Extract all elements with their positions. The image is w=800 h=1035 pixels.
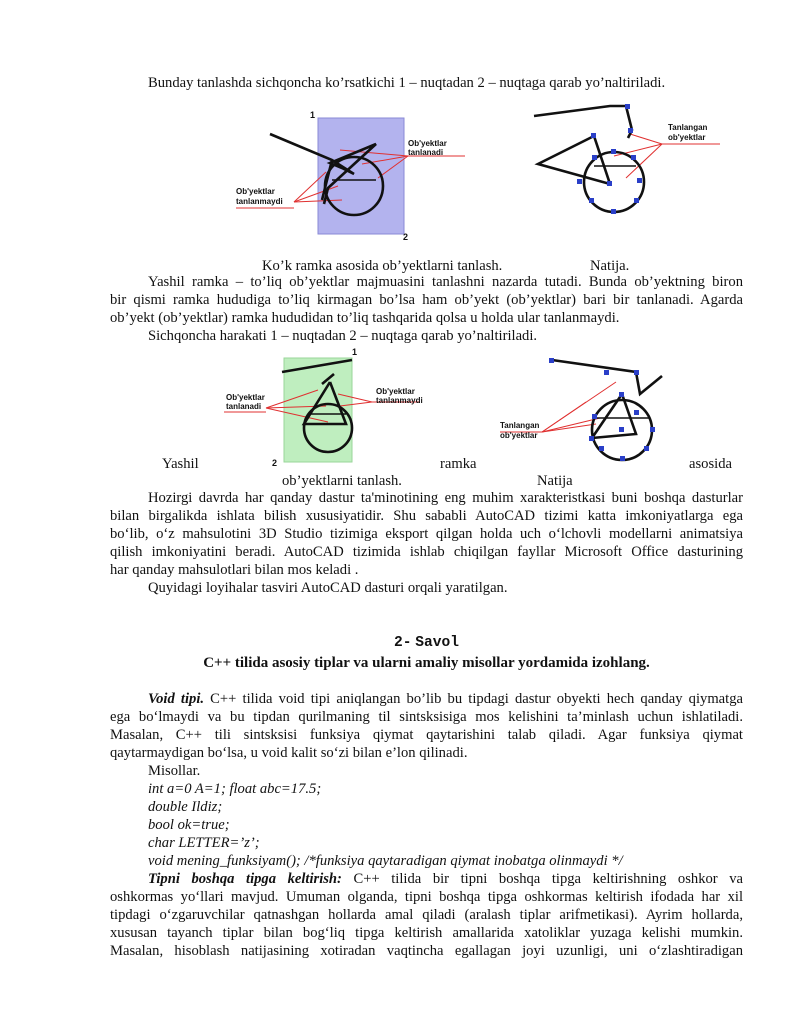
cast-paragraph-line-4: xususan tayanch tiplar bilan bog‘liq tipga keltirish amallarida xatoliklar yuzaga kelishi mumkin. xyxy=(110,925,743,941)
label-tanlanmaydi-1: Ob'yektlar xyxy=(236,187,275,196)
point-1-label-g: 1 xyxy=(352,347,358,357)
caption-green-window: ob’yektlarni tanlash. xyxy=(282,473,402,489)
point-2-label: 2 xyxy=(403,232,409,242)
label-tanlanadi-g1: Ob'yektlar xyxy=(226,393,265,402)
paragraph-2-line-1: Yashil ramka – to’liq ob’yektlar majmuasini tanlashni nazarda tutadi. Bunda ob’yektning biron xyxy=(148,274,743,290)
paragraph-3-line-3: bo‘lib, o‘z mahsulotini 3D Studio tizimiga eksport qilgan holda uch o‘lchovli modellarni animatsiya xyxy=(110,526,743,542)
caption-result-2: Natija xyxy=(537,473,573,489)
label-tanlangan-1: Tanlangan xyxy=(668,123,708,132)
question-title: C++ tilida asosiy tiplar va ularni amaliy misollar yordamida izohlang. xyxy=(203,655,650,671)
label-tanlanadi-2: tanlanadi xyxy=(408,148,444,157)
label-tanlanmaydi-g2: tanlanmaydi xyxy=(376,396,423,405)
label-tanlanmaydi-g1: Ob'yektlar xyxy=(376,387,415,396)
code-line-4: char LETTER=’z’; xyxy=(148,835,260,851)
code-line-3: bool ok=true; xyxy=(148,817,230,833)
label-tanlanmaydi-2: tanlanmaydi xyxy=(236,197,283,206)
void-paragraph-line-2: ega bo‘lmaydi va bu tipdan qurilmaning til sintsksisiga mos kelishini ta’minlash uchun ishlatiladi. xyxy=(110,709,743,725)
caption-yashil: Yashil xyxy=(162,456,199,472)
figure-result-2 xyxy=(496,350,696,470)
cast-paragraph-line-5: Masalan, hisoblash natijasining xotiradan vaqtincha egallagan joyi uzunligi, uni o‘zlashtiradigan xyxy=(110,943,743,959)
examples-label: Misollar. xyxy=(148,763,201,779)
void-paragraph-line-1: Void tipi. C++ tilida void tipi aniqlangan bo’lib bu tipdagi dastur obyekti hech qanday qiymatga xyxy=(148,691,743,707)
cast-lead: Tipni boshqa tipga keltirish: xyxy=(148,871,342,887)
code-line-1: int a=0 A=1; float abc=17.5; xyxy=(148,781,322,797)
paragraph-2-line-3: ob’yekt (ob’yektlar) ramka hududidan to’liq tashqarida qolsa u holda ular tanlanmaydi. xyxy=(110,310,620,326)
paragraph-3-line-2: bilan birgalikda ishlata bilish xususiyatidir. Shu sababli AutoCAD tizimi katta imkoniyatlarga ega xyxy=(110,508,743,524)
blue-selection-frame xyxy=(318,118,404,234)
figure-blue-window xyxy=(230,108,470,248)
paragraph-4: Quyidagi loyihalar tasviri AutoCAD dasturi orqali yaratilgan. xyxy=(148,580,508,596)
cast-paragraph-line-2: oshkormas yo‘llari mavjud. Umuman olganda, tipni boshqa tipga oshkormas keltirish ifodada har xil xyxy=(110,889,743,905)
question-number: 2- xyxy=(394,635,412,651)
figure-green-window xyxy=(222,344,422,470)
caption-asosida: asosida xyxy=(689,456,732,472)
paragraph-3-line-1: Hozirgi davrda har qanday dastur ta'minotining eng muhim xarakteristkasi buni boshqa dasturlar xyxy=(148,490,743,506)
caption-result-1: Natija. xyxy=(590,258,630,274)
point-1-label: 1 xyxy=(310,110,316,120)
void-paragraph-line-3: Masalan, C++ tili sintsksisi funksiya qiymat qaytarishini talab qiladi. Agar funksiya qiymat xyxy=(110,727,743,743)
question-heading xyxy=(110,633,743,652)
question-word: Savol xyxy=(415,635,459,651)
intro-line: Bunday tanlashda sichqoncha ko’rsatkichi 1 – nuqtadan 2 – nuqtaga qarab yo’naltiriladi. xyxy=(148,75,666,91)
cast-paragraph-line-1: Tipni boshqa tipga keltirish: C++ tilida bir tipni boshqa tipga keltirishning oshkor va xyxy=(148,871,743,887)
paragraph-2-line-2: bir qismi ramka hududiga to’liq kirmagan bo’lsa ham ob’yekt (ob’yektlar) bari bir tanlanadi. Agarda xyxy=(110,292,743,308)
cast-paragraph-line-3: tipdagi o‘zgaruvchilar qatnashgan hollarda amal qiladi (aralash tiplar arifmetikasi). Ayrim hollarda, xyxy=(110,907,743,923)
paragraph-3-line-4: qilish imkoniyatini beradi. AutoCAD tizimida ishlab chiqilgan fayllar Microsoft Office dasturining xyxy=(110,544,743,560)
void-lead: Void tipi. xyxy=(148,691,205,707)
code-line-5: void mening_funksiyam(); /*funksiya qaytaradigan qiymat inobatga olinmaydi */ xyxy=(148,853,623,869)
label-tanlangan-r2: ob'yektlar xyxy=(500,431,538,440)
caption-ramka: ramka xyxy=(440,456,477,472)
paragraph-3-line-5: har qanday mahsulotlari bilan mos keladi . xyxy=(110,562,359,578)
label-tanlangan-r1: Tanlangan xyxy=(500,421,540,430)
label-tanlangan-2: ob'yektlar xyxy=(668,133,706,142)
figure-result-1 xyxy=(530,100,730,230)
void-paragraph-line-4: qaytarmaydigan bo‘lsa, u void kalit so‘zi bilan e’lon qilinadi. xyxy=(110,745,468,761)
label-tanlanadi-g2: tanlanadi xyxy=(226,402,262,411)
caption-blue-window: Ko’k ramka asosida ob’yektlarni tanlash. xyxy=(262,258,503,274)
label-tanlanadi-1: Ob'yektlar xyxy=(408,139,447,148)
code-line-2: double Ildiz; xyxy=(148,799,223,815)
paragraph-2-line-4: Sichqoncha harakati 1 – nuqtadan 2 – nuqtaga qarab yo’naltiriladi. xyxy=(148,328,538,344)
point-2-label-g: 2 xyxy=(272,458,278,468)
